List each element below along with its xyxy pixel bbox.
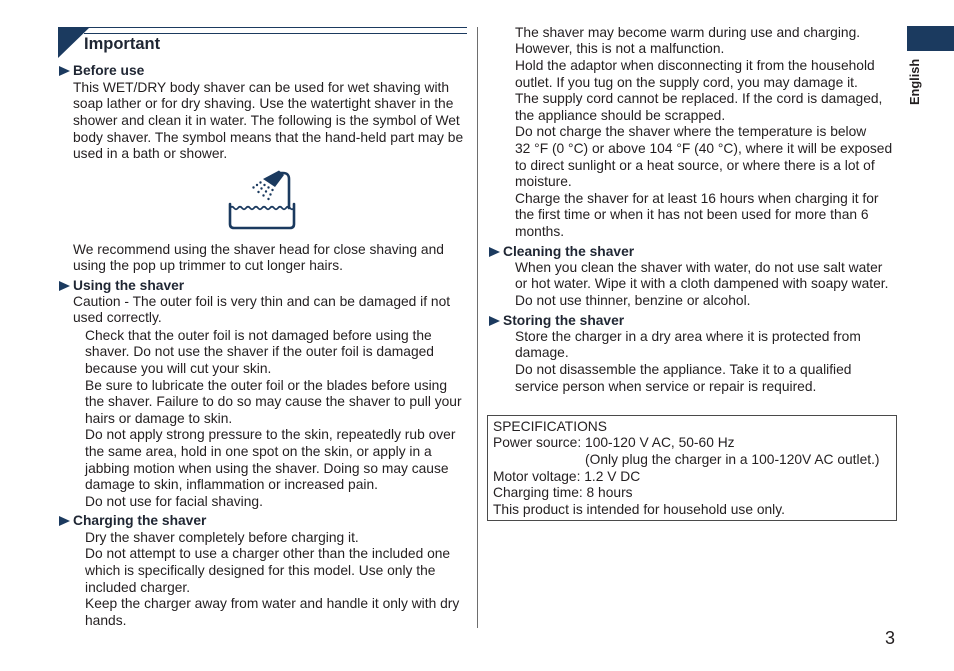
- text-line: the appliance should be scrapped.: [515, 107, 726, 123]
- list-item: [85, 596, 459, 629]
- text-line: outlet. If you tug on the supply cord, you may damage it.: [515, 74, 858, 90]
- water-droplet: [259, 181, 261, 183]
- water-droplet: [260, 187, 262, 189]
- water-droplet: [263, 184, 265, 186]
- text-line: Keep the charger away from water and handle it only with dry: [85, 596, 460, 612]
- list-item: [515, 329, 861, 362]
- arrow-right-icon: [489, 247, 500, 257]
- text-line: Do not disassemble the appliance. Take it to a qualified: [515, 361, 852, 377]
- text-line: shower and clean it in water. The following is the symbol of Wet: [73, 112, 460, 128]
- text-line: Do not attempt to use a charger other than the included one: [85, 546, 451, 562]
- text-line: moisture.: [515, 174, 572, 190]
- list-item: [515, 362, 861, 395]
- text-line: Do not apply strong pressure to the skin, repeatedly rub over: [85, 427, 456, 443]
- text-line: This WET/DRY body shaver can be used for wet shaving with: [73, 79, 450, 95]
- water-droplet: [271, 189, 273, 191]
- text-line: damage.: [515, 345, 569, 361]
- text-line: Do not use thinner, benzine or alcohol.: [515, 292, 751, 308]
- shower-head: [263, 171, 284, 188]
- water-droplet: [257, 191, 259, 193]
- text-line: or hot water. Wipe it with a cloth dampened with soapy water.: [515, 276, 889, 292]
- list-item: [85, 427, 462, 493]
- spec-power-source-note: (Only plug the charger in a 100-120V AC outlet.): [585, 451, 880, 467]
- arrow-right-icon: [59, 281, 70, 291]
- header-rule-top: [58, 27, 467, 28]
- text-line: body shaver. The symbol means that the hand-held part may be: [73, 129, 464, 145]
- text-line: We recommend using the shaver head for close shaving and: [73, 241, 444, 257]
- storing-instructions: [515, 329, 861, 395]
- text-line: used in a bath or shower.: [73, 146, 228, 162]
- water-wave: [230, 207, 294, 210]
- before-use-recommendation: [73, 242, 444, 275]
- text-line: Store the charger in a dry area where it is protected from: [515, 328, 861, 344]
- text-line: service person when service or repair is required.: [515, 378, 817, 394]
- text-line: hands.: [85, 612, 127, 628]
- text-line: When you clean the shaver with water, do not use salt water: [515, 259, 883, 275]
- water-spray: [252, 181, 273, 200]
- text-line: Caution - The outer foil is very thin and can be damaged if not: [73, 293, 451, 309]
- text-line: included charger.: [85, 579, 191, 595]
- list-item: [85, 530, 459, 547]
- water-droplet: [265, 190, 267, 192]
- list-item: [515, 293, 888, 310]
- arrow-right-icon: [489, 316, 500, 326]
- text-line: Do not use for facial shaving.: [85, 493, 263, 509]
- text-line: shaver. Do not use the shaver if the outer foil is damaged: [85, 344, 434, 360]
- text-line: Dry the shaver completely before charging it.: [85, 529, 359, 545]
- heading-text: Cleaning the shaver: [503, 243, 635, 259]
- text-line: jabbing motion when using the shaver. Doing so may cause: [85, 460, 449, 476]
- text-line: using the pop up trimmer to cut longer hairs.: [73, 258, 343, 274]
- language-tab: [907, 26, 954, 51]
- spec-charging-time: Charging time: 8 hours: [493, 485, 633, 501]
- text-line: because you will cut your skin.: [85, 360, 272, 376]
- shower-bath-icon: [228, 170, 298, 230]
- list-item: [515, 191, 892, 241]
- list-item: [85, 328, 462, 378]
- specifications-title: SPECIFICATIONS: [493, 418, 607, 434]
- heading-text: Storing the shaver: [503, 312, 625, 328]
- water-droplet: [267, 186, 269, 188]
- spec-household-note: This product is intended for household use only.: [493, 501, 785, 517]
- text-line: Charge the shaver for at least 16 hours when charging it for: [515, 190, 879, 206]
- heading-before-use: [59, 63, 144, 80]
- heading-charging-the-shaver: [59, 513, 206, 530]
- using-caution: [73, 294, 450, 327]
- text-line: hairs or damage to skin.: [85, 410, 233, 426]
- text-line: used correctly.: [73, 310, 162, 326]
- water-droplet: [262, 194, 264, 196]
- water-droplet: [267, 198, 269, 200]
- heading-text: Charging the shaver: [73, 512, 207, 528]
- heading-text: Using the shaver: [73, 277, 185, 293]
- cleaning-instructions: [515, 260, 888, 310]
- list-item: [515, 91, 892, 124]
- text-line: damage to skin, inflammation or increased pain.: [85, 477, 378, 493]
- charging-instructions-continued: [515, 25, 892, 241]
- water-droplet: [269, 193, 271, 195]
- text-line: months.: [515, 224, 565, 239]
- list-item: [85, 546, 459, 596]
- list-item: [515, 25, 892, 58]
- text-line: which is specifically designed for this model. Use only the: [85, 562, 436, 578]
- text-line: Be sure to lubricate the outer foil or the blades before using: [85, 377, 448, 393]
- heading-text: Before use: [73, 62, 145, 78]
- text-line: The shaver may become warm during use and charging.: [515, 24, 861, 40]
- column-divider: [477, 27, 478, 628]
- list-item: [515, 260, 888, 293]
- water-droplet: [252, 186, 254, 188]
- text-line: Check that the outer foil is not damaged before using the: [85, 327, 432, 343]
- heading-storing-the-shaver: [489, 313, 624, 330]
- text-line: to direct sunlight or a heat source, or where there is a lot of: [515, 157, 875, 173]
- heading-cleaning-the-shaver: [489, 244, 634, 261]
- heading-using-the-shaver: [59, 278, 184, 295]
- text-line: the shaver. Failure to do so may cause the shaver to pull your: [85, 394, 462, 410]
- list-item: [515, 58, 892, 91]
- text-line: However, this is not a malfunction.: [515, 41, 725, 57]
- charging-instructions: [85, 530, 459, 630]
- arrow-right-icon: [59, 66, 70, 76]
- before-use-intro: [73, 80, 463, 163]
- text-line: 32 °F (0 °C) or above 104 °F (40 °C), where it will be exposed: [515, 140, 893, 156]
- language-tab-label: English: [907, 58, 922, 106]
- water-droplet: [256, 184, 258, 186]
- text-line: Hold the adaptor when disconnecting it from the household: [515, 57, 875, 73]
- text-line: the same area, hold in one spot on the skin, or apply in a: [85, 443, 432, 459]
- list-item: [515, 124, 892, 190]
- arrow-right-icon: [59, 516, 70, 526]
- spec-motor-voltage: Motor voltage: 1.2 V DC: [493, 468, 641, 484]
- list-item: [85, 378, 462, 428]
- list-item: [85, 494, 462, 511]
- specifications-box: [487, 415, 897, 521]
- text-line: The supply cord cannot be replaced. If the cord is damaged,: [515, 91, 883, 107]
- using-instructions: [85, 328, 462, 511]
- section-title: Important: [84, 35, 161, 53]
- spec-power-source: Power source: 100-120 V AC, 50-60 Hz: [493, 435, 735, 451]
- page-number: 3: [885, 628, 896, 648]
- text-line: the first time or when it has not been used for more than 6: [515, 207, 869, 223]
- text-line: Do not charge the shaver where the temperature is below: [515, 124, 867, 140]
- text-line: soap lather or for dry shaving. Use the watertight shaver in the: [73, 96, 454, 112]
